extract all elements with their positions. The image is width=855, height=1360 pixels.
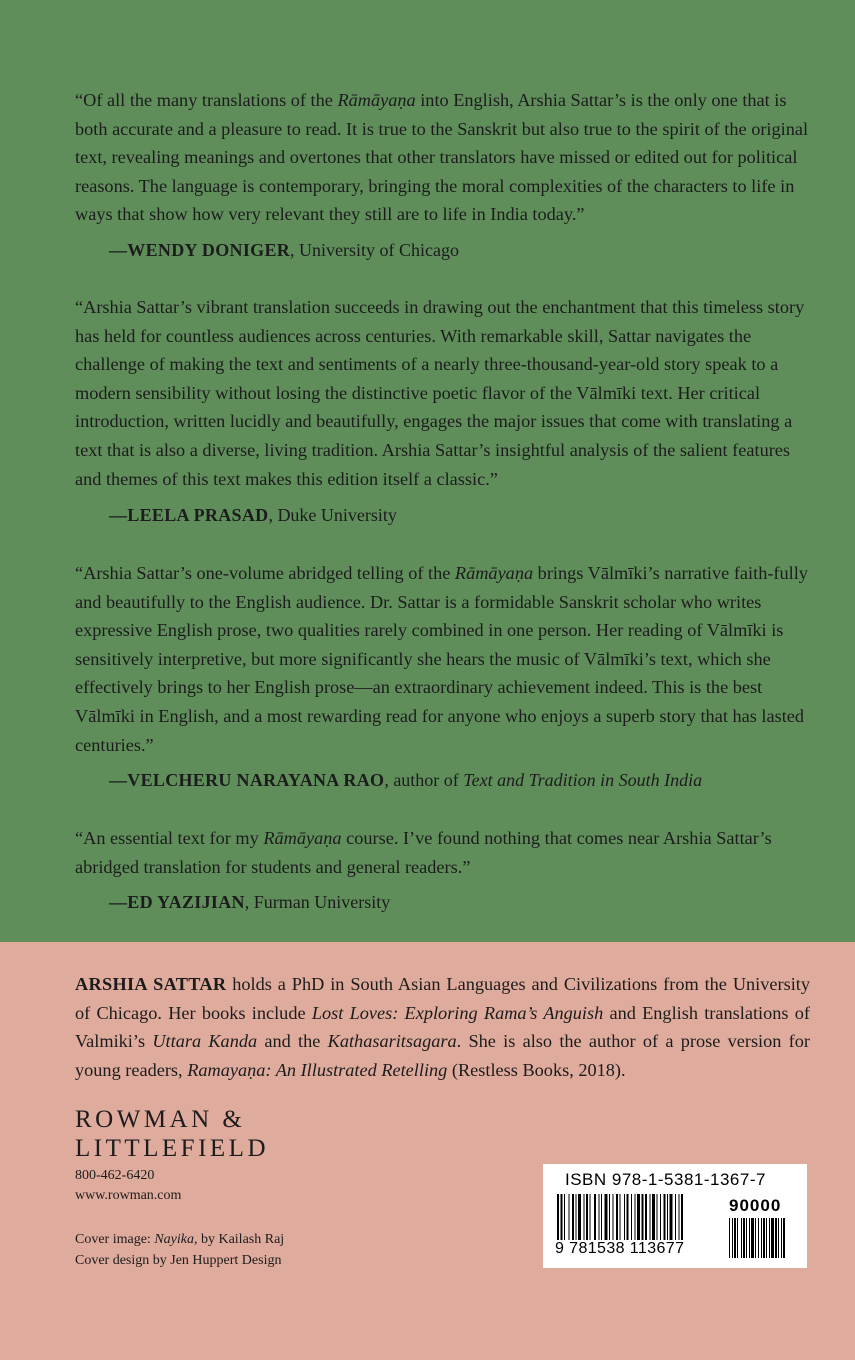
- publisher-logo-line1: ROWMAN &: [75, 1106, 246, 1133]
- endorsement-attribution: —ED YAZIJIAN, Furman University: [109, 892, 391, 912]
- endorsement-attribution: —WENDY DONIGER, University of Chicago: [109, 240, 460, 260]
- publisher-website: www.rowman.com: [75, 1188, 182, 1203]
- isbn-barcode: [543, 1164, 807, 1268]
- cover-image-credit: Cover image: Nayika, by Kailash Raj: [75, 1232, 285, 1247]
- price-code: 90000: [729, 1196, 782, 1215]
- publisher-phone: 800-462-6420: [75, 1168, 155, 1183]
- cover-design-credit: Cover design by Jen Huppert Design: [75, 1253, 282, 1268]
- endorsement-quote: “An essential text for my Rāmāyaṇa course. I’ve found nothing that comes near Arshia Sattar’s abridged translation for students and general readers.”: [75, 828, 772, 877]
- ean-number: 9 781538 113677: [555, 1240, 685, 1257]
- endorsement-quote: “Of all the many translations of the Rāmāyaṇa into English, Arshia Sattar’s is the only one that is both accurate and a pleasure to read. It is true to the Sanskrit but also true to the spirit of the original text, revealing meanings and overtones that other translators have missed or edited out for political reasons. The language is contemporary, bringing the moral complexities of the characters to life in ways that show how very relevant they still are to life in India today.”: [75, 90, 809, 225]
- isbn-label: ISBN 978-1-5381-1367-7: [565, 1170, 766, 1189]
- endorsement-attribution: —VELCHERU NARAYANA RAO, author of Text and Tradition in South India: [109, 770, 703, 790]
- endorsement-quote: “Arshia Sattar’s one-volume abridged telling of the Rāmāyaṇa brings Vālmīki’s narrative faith-fully and beautifully to the English audience. Dr. Sattar is a formidable Sanskrit scholar who writes expressive English prose, two qualities rarely combined in one person. Her reading of Vālmīki is sensitively interpretive, but more significantly she hears the music of Vālmīki’s text, which she effectively brings to her English prose—an extraordinary achievement indeed. This is the best Vālmīki in English, and a most rewarding read for anyone who enjoys a superb story that has lasted centuries.”: [75, 563, 808, 755]
- author-bio: ARSHIA SATTAR holds a PhD in South Asian Languages and Civilizations from the University of Chicago. Her books include Lost Loves: Exploring Rama’s Anguish and English translations of Valmiki’s Uttara Kanda and the Kathasaritsagara. She is also the author of a prose version for young readers, Ramayaṇa: An Illustrated Retelling (Restless Books, 2018).: [75, 974, 810, 1080]
- endorsement-quote: “Arshia Sattar’s vibrant translation succeeds in drawing out the enchantment that this timeless story has held for countless audiences across centuries. With remarkable skill, Sattar navigates the challenge of making the text and sentiments of a nearly three-thousand-year-old story speak to a modern sensibility without losing the distinctive poetic flavor of the Vālmīki text. Her critical introduction, written lucidly and beautifully, engages the major issues that come with translating a text that is also a diverse, living tradition. Arshia Sattar’s insightful analysis of the salient features and themes of this text makes this edition itself a classic.”: [75, 297, 805, 489]
- publisher-logo-line2: LITTLEFIELD: [75, 1135, 270, 1162]
- endorsement-attribution: —LEELA PRASAD, Duke University: [109, 505, 397, 525]
